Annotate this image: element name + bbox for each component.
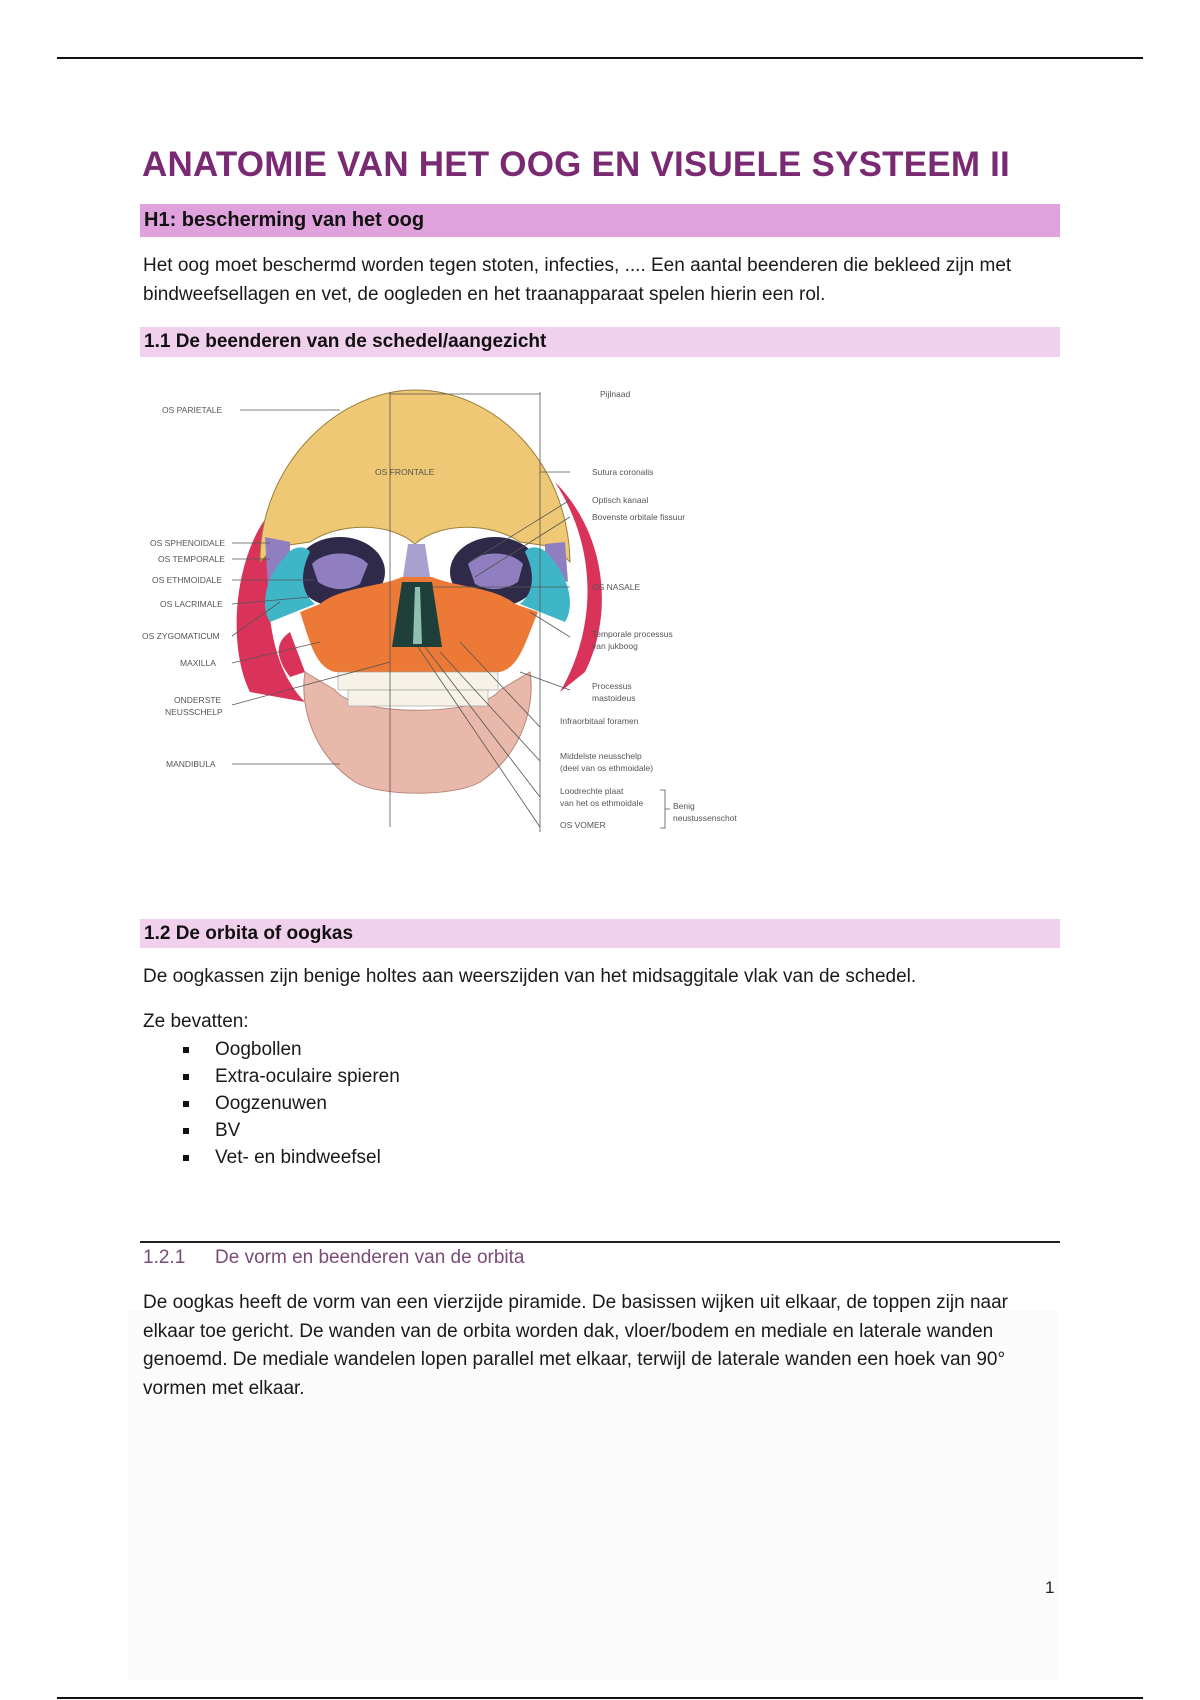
list-item	[183, 1117, 400, 1144]
label-pijlnaad: Pijlnaad	[600, 389, 631, 399]
label-os-nasale: OS NASALE	[592, 582, 641, 592]
bottom-rule	[57, 1697, 1143, 1699]
bullet-icon	[183, 1047, 189, 1053]
skull-figure	[140, 372, 780, 872]
label-neusschelp: NEUSSCHELP	[165, 707, 223, 717]
label-temporale-processus: Temporale processus	[592, 629, 673, 639]
label-neustussenschot: neustussenschot	[673, 813, 737, 823]
section-1-1-heading: 1.1 De beenderen van de schedel/aangezicht	[140, 327, 1060, 357]
lower-teeth	[348, 690, 488, 706]
label-os-sphenoidale: OS SPHENOIDALE	[150, 538, 226, 548]
label-maxilla: MAXILLA	[180, 658, 216, 668]
label-mandibula: MANDIBULA	[166, 759, 216, 769]
contents-list	[183, 1036, 400, 1171]
top-rule	[57, 57, 1143, 59]
orbita-paragraph: De oogkassen zijn benige holtes aan weerszijden van het midsaggitale vlak van de schedel.	[143, 966, 917, 987]
section-1-2-heading: 1.2 De orbita of oogkas	[140, 919, 1060, 948]
bullet-icon	[183, 1128, 189, 1134]
label-os-vomer: OS VOMER	[560, 820, 606, 830]
label-os-lacrimale: OS LACRIMALE	[160, 599, 223, 609]
list-item-text: BV	[215, 1120, 241, 1141]
orbit-right-lining	[468, 554, 523, 590]
label-optisch-kanaal: Optisch kanaal	[592, 495, 649, 505]
label-infraorbitaal-foramen: Infraorbitaal foramen	[560, 716, 639, 726]
vorm-paragraph: De oogkas heeft de vorm van een vierzijde piramide. De basissen wijken uit elkaar, de toppen zijn naar elkaar toe gericht. De wanden van de orbita worden dak, vloer/bodem en mediale en laterale wanden genoemd. De mediale wandelen lopen parallel met elkaar, terwijl de laterale wanden een hoek van 90° vormen met elkaar.	[143, 1292, 1008, 1399]
subsection-rule	[140, 1241, 1060, 1243]
subsection-title: De vorm en beenderen van de orbita	[215, 1247, 525, 1268]
label-sutura-coronalis: Sutura coronalis	[592, 467, 654, 477]
list-item	[183, 1036, 400, 1063]
bullet-icon	[183, 1074, 189, 1080]
label-os-parietale: OS PARIETALE	[162, 405, 223, 415]
subsection-heading	[143, 1246, 524, 1270]
label-van-jukboog: van jukboog	[592, 641, 638, 651]
label-bovenste-orbitale-fissuur: Bovenste orbitale fissuur	[592, 512, 686, 522]
label-onderste: ONDERSTE	[174, 695, 222, 705]
skull-diagram	[140, 372, 780, 872]
page-number: 1	[1045, 1578, 1055, 1597]
list-item	[183, 1063, 400, 1090]
label-processus: Processus	[592, 681, 632, 691]
document-title: ANATOMIE VAN HET OOG EN VISUELE SYSTEEM II	[142, 145, 1010, 184]
label-benig: Benig	[673, 801, 695, 811]
label-deel-van-os-ethmoidale: (deel van os ethmoidale)	[560, 763, 654, 773]
label-os-ethmoidale: OS ETHMOIDALE	[152, 575, 222, 585]
list-item	[183, 1090, 400, 1117]
list-item-text: Vet- en bindweefsel	[215, 1147, 381, 1168]
list-item	[183, 1144, 400, 1171]
section-h1-heading: H1: bescherming van het oog	[140, 204, 1060, 237]
bracket	[660, 790, 670, 828]
label-loodrechte-plaat: Loodrechte plaat	[560, 786, 624, 796]
upper-teeth	[338, 672, 498, 690]
intro-paragraph: Het oog moet beschermd worden tegen stoten, infecties, .... Een aantal beenderen die bekleed zijn met bindweefsellagen en vet, de oogleden en het traanapparaat spelen hierin een rol.	[143, 255, 1012, 305]
list-item-text: Oogbollen	[215, 1039, 302, 1060]
contains-label: Ze bevatten:	[143, 1011, 249, 1032]
nasal-bone	[403, 544, 430, 577]
bullet-icon	[183, 1155, 189, 1161]
list-item-text: Oogzenuwen	[215, 1093, 327, 1114]
label-van-het-os-ethmoidale: van het os ethmoidale	[560, 798, 644, 808]
subsection-number: 1.2.1	[143, 1247, 186, 1268]
label-middelste-neusschelp: Middelste neusschelp	[560, 751, 642, 761]
skull-illustration	[237, 390, 602, 793]
bullet-icon	[183, 1101, 189, 1107]
label-os-frontale: OS FRONTALE	[375, 467, 435, 477]
list-item-text: Extra-oculaire spieren	[215, 1066, 400, 1087]
label-os-temporale: OS TEMPORALE	[158, 554, 225, 564]
label-mastoideus: mastoideus	[592, 693, 636, 703]
label-os-zygomaticum: OS ZYGOMATICUM	[142, 631, 220, 641]
